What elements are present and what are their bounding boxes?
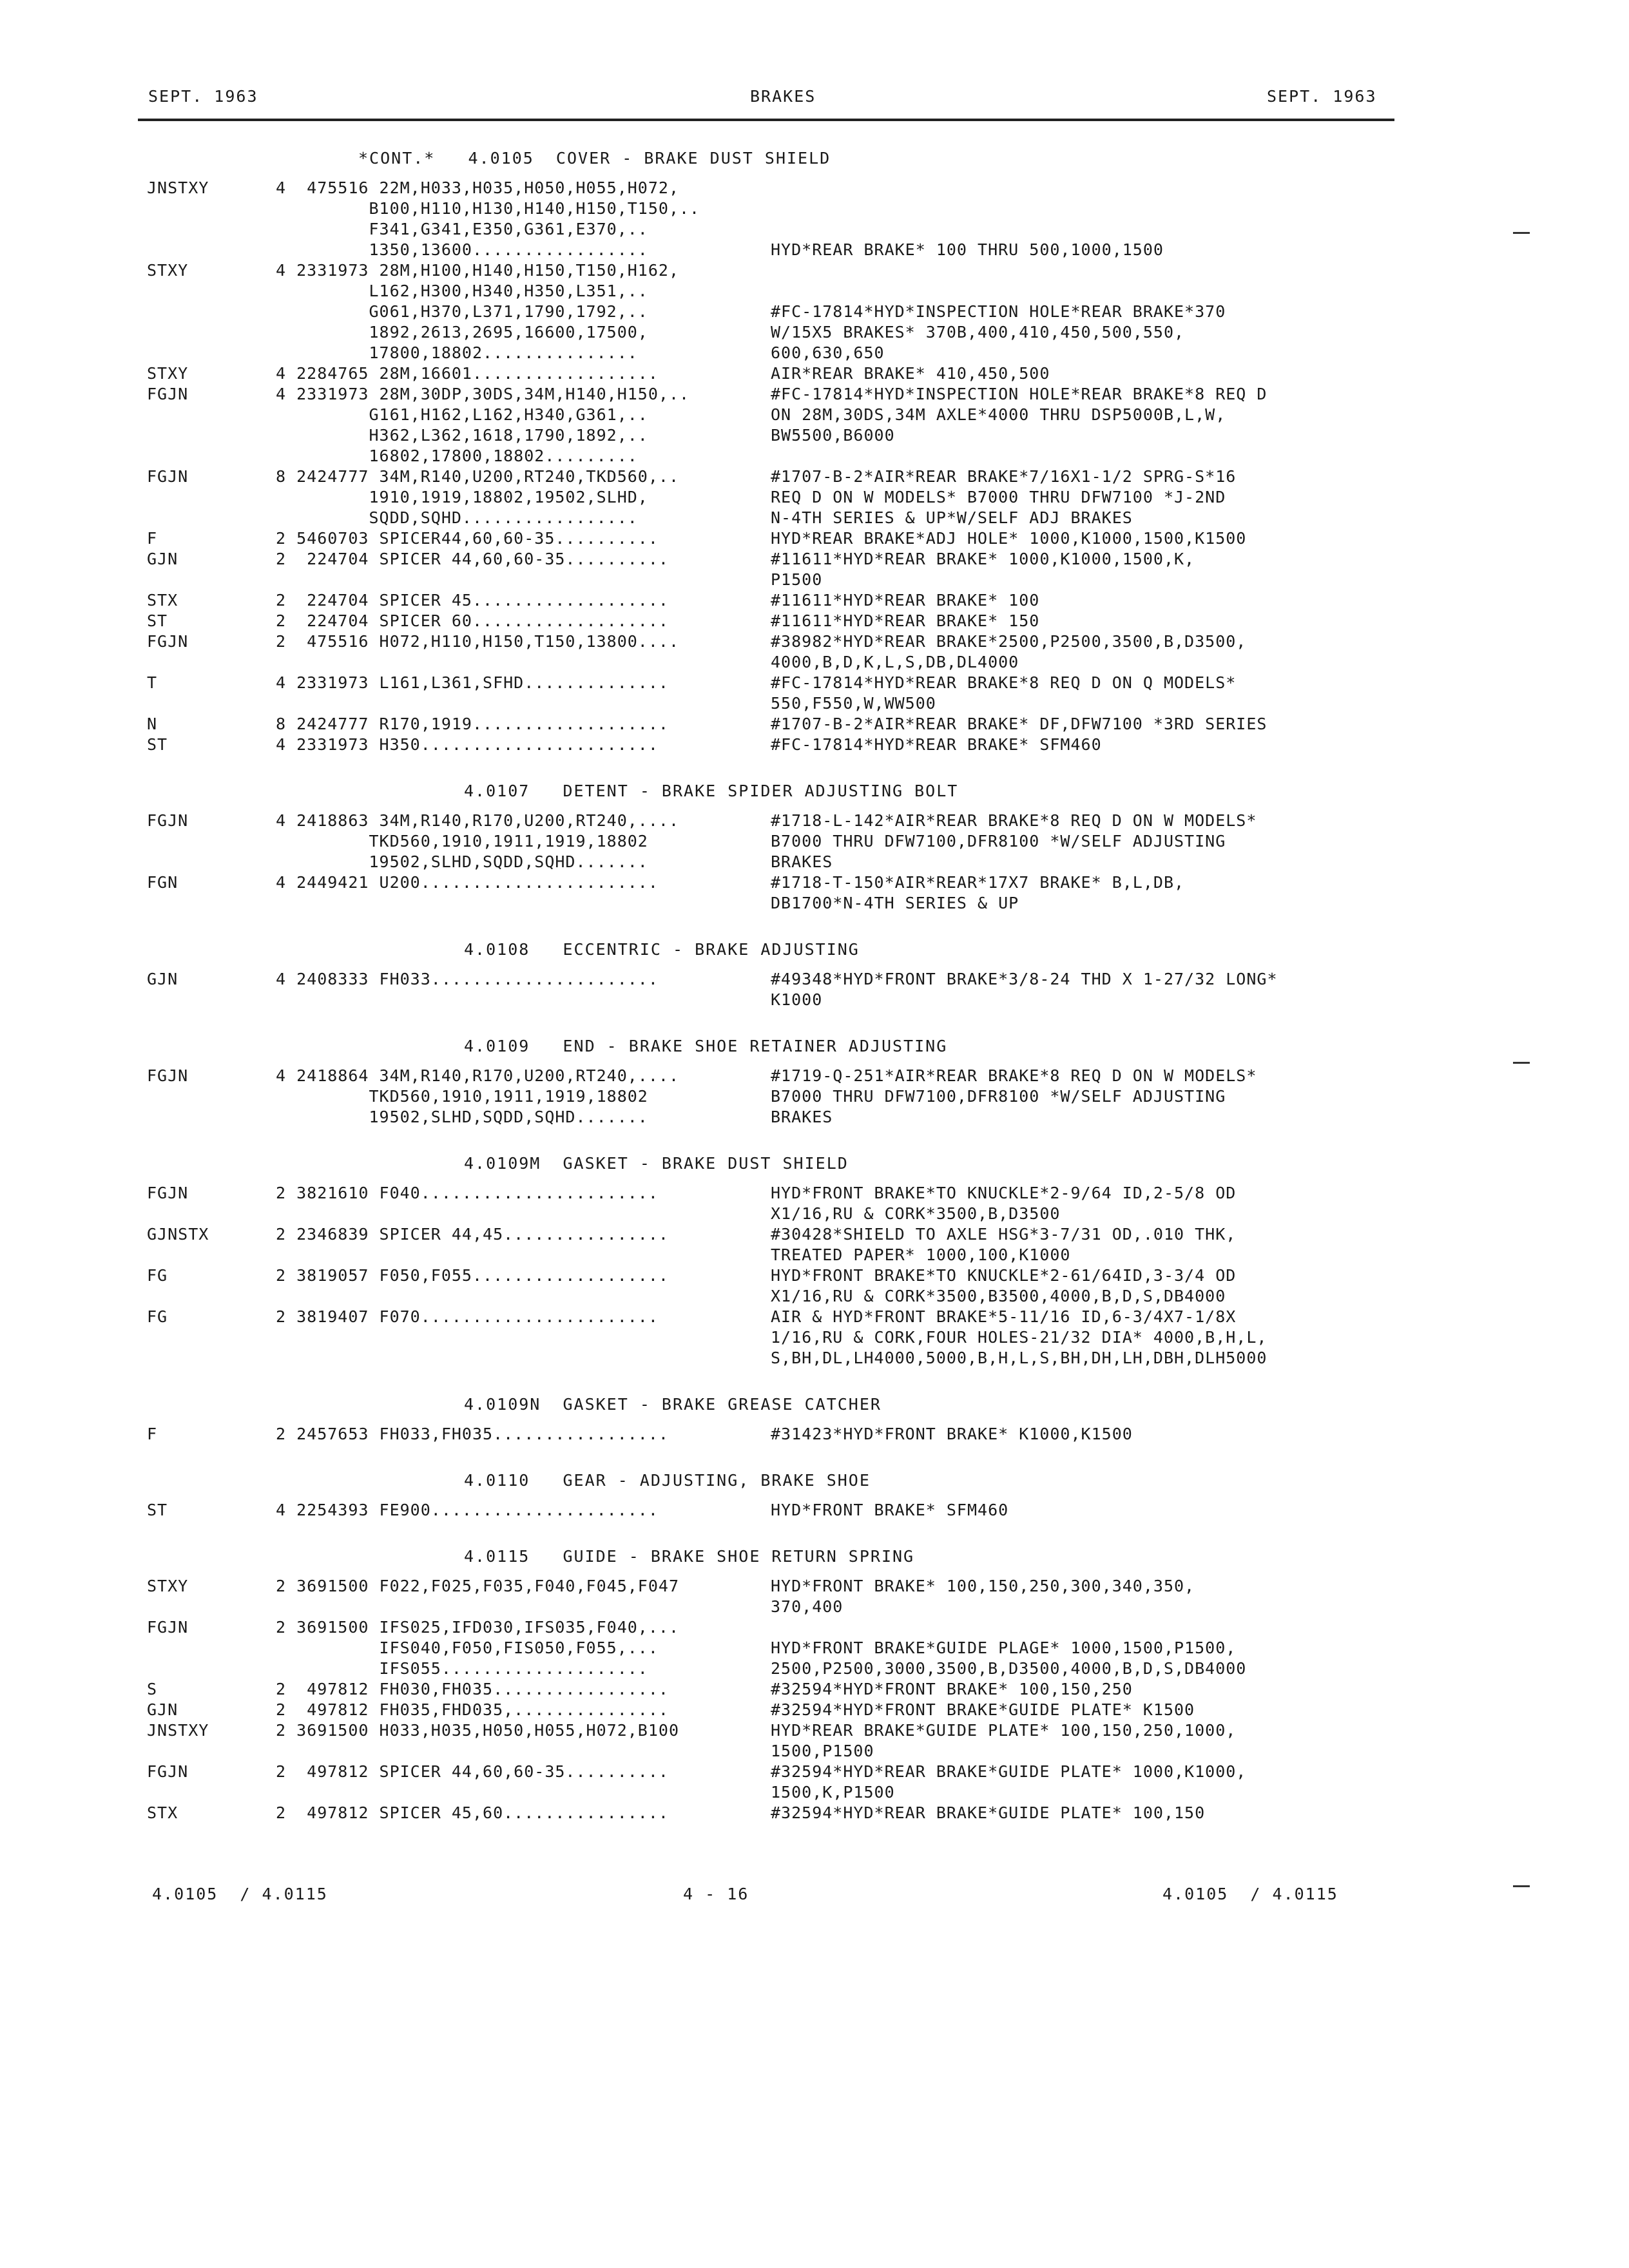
- section-heading: 4.0115 GUIDE - BRAKE SHOE RETURN SPRING: [464, 1547, 915, 1566]
- part-description: X1/16,RU & CORK*3500,B,D3500: [771, 1204, 1061, 1223]
- part-entry: 2 2346839 SPICER 44,45................: [276, 1225, 669, 1244]
- section-heading: 4.0109M GASKET - BRAKE DUST SHIELD: [464, 1154, 849, 1173]
- section-heading: 4.0108 ECCENTRIC - BRAKE ADJUSTING: [464, 940, 860, 959]
- part-entry: 2 3819057 F050,F055...................: [276, 1266, 669, 1285]
- part-description: DB1700*N-4TH SERIES & UP: [771, 894, 1019, 912]
- part-entry: L162,H300,H340,H350,L351,..: [276, 282, 648, 300]
- header-date-left: SEPT. 1963: [148, 87, 258, 106]
- part-description: X1/16,RU & CORK*3500,B3500,4000,B,D,S,DB4000: [771, 1287, 1226, 1305]
- part-entry: 2 3819407 F070.......................: [276, 1307, 659, 1326]
- part-entry: 19502,SLHD,SQDD,SQHD.......: [276, 1108, 648, 1126]
- part-description: HYD*FRONT BRAKE*GUIDE PLAGE* 1000,1500,P1500,: [771, 1639, 1237, 1657]
- part-entry: TKD560,1910,1911,1919,18802: [276, 832, 648, 850]
- part-description: HYD*FRONT BRAKE* SFM460: [771, 1501, 1009, 1519]
- model-code: ST: [147, 735, 168, 754]
- model-code: STX: [147, 591, 178, 610]
- part-description: #FC-17814*HYD*REAR BRAKE* SFM460: [771, 735, 1102, 754]
- part-description: B7000 THRU DFW7100,DFR8100 *W/SELF ADJUSTING: [771, 1087, 1226, 1106]
- part-entry: 2 3691500 F022,F025,F035,F040,F045,F047: [276, 1577, 679, 1595]
- part-description: HYD*FRONT BRAKE* 100,150,250,300,340,350,: [771, 1577, 1195, 1595]
- part-description: HYD*REAR BRAKE* 100 THRU 500,1000,1500: [771, 240, 1164, 259]
- model-code: JNSTXY: [147, 1721, 209, 1740]
- model-code: F: [147, 529, 158, 548]
- part-description: #11611*HYD*REAR BRAKE* 1000,K1000,1500,K,: [771, 550, 1195, 568]
- part-description: #FC-17814*HYD*REAR BRAKE*8 REQ D ON Q MODELS*: [771, 673, 1237, 692]
- part-description: #30428*SHIELD TO AXLE HSG*3-7/31 OD,.010 THK,: [771, 1225, 1237, 1244]
- part-entry: 4 2418864 34M,R140,R170,U200,RT240,....: [276, 1066, 679, 1085]
- model-code: FG: [147, 1307, 168, 1326]
- model-code: FGJN: [147, 1618, 189, 1637]
- part-description: TREATED PAPER* 1000,100,K1000: [771, 1245, 1071, 1264]
- part-entry: H362,L362,1618,1790,1892,..: [276, 426, 648, 445]
- part-description: AIR & HYD*FRONT BRAKE*5-11/16 ID,6-3/4X7-1/8X: [771, 1307, 1237, 1326]
- part-entry: 17800,18802...............: [276, 343, 638, 362]
- part-description: #1707-B-2*AIR*REAR BRAKE*7/16X1-1/2 SPRG-S*16: [771, 467, 1237, 486]
- part-description: #32594*HYD*REAR BRAKE*GUIDE PLATE* 100,150: [771, 1803, 1206, 1822]
- section-heading: 4.0107 DETENT - BRAKE SPIDER ADJUSTING BOLT: [464, 782, 959, 800]
- part-description: #11611*HYD*REAR BRAKE* 150: [771, 611, 1040, 630]
- part-entry: 4 2331973 L161,L361,SFHD..............: [276, 673, 669, 692]
- part-entry: 19502,SLHD,SQDD,SQHD.......: [276, 852, 648, 871]
- footer-page-number: 4 - 16: [683, 1885, 749, 1903]
- part-description: 1/16,RU & CORK,FOUR HOLES-21/32 DIA* 4000,B,H,L,: [771, 1328, 1268, 1347]
- part-entry: 8 2424777 34M,R140,U200,RT240,TKD560,..: [276, 467, 679, 486]
- part-entry: IFS055....................: [276, 1659, 648, 1678]
- model-code: FGJN: [147, 1184, 189, 1202]
- part-entry: 4 2449421 U200.......................: [276, 873, 659, 892]
- part-description: #FC-17814*HYD*INSPECTION HOLE*REAR BRAKE*8 REQ D: [771, 385, 1268, 403]
- part-entry: 2 3821610 F040.......................: [276, 1184, 659, 1202]
- part-description: #32594*HYD*REAR BRAKE*GUIDE PLATE* 1000,K1000,: [771, 1762, 1247, 1781]
- part-entry: 4 2331973 H350.......................: [276, 735, 659, 754]
- part-description: BRAKES: [771, 852, 833, 871]
- part-entry: TKD560,1910,1911,1919,18802: [276, 1087, 648, 1106]
- model-code: GJN: [147, 970, 178, 988]
- part-description: AIR*REAR BRAKE* 410,450,500: [771, 364, 1050, 383]
- part-entry: IFS040,F050,FIS050,F055,...: [276, 1639, 659, 1657]
- model-code: JNSTXY: [147, 178, 209, 197]
- header-title: BRAKES: [750, 87, 816, 106]
- model-code: STXY: [147, 364, 189, 383]
- part-description: #1718-L-142*AIR*REAR BRAKE*8 REQ D ON W MODELS*: [771, 811, 1257, 830]
- model-code: F: [147, 1425, 158, 1443]
- part-description: #1719-Q-251*AIR*REAR BRAKE*8 REQ D ON W MODELS*: [771, 1066, 1257, 1085]
- model-code: STXY: [147, 261, 189, 280]
- margin-mark: [1513, 1062, 1530, 1064]
- part-entry: 1892,2613,2695,16600,17500,: [276, 323, 648, 341]
- part-entry: 4 2284765 28M,16601..................: [276, 364, 659, 383]
- model-code: T: [147, 673, 158, 692]
- part-entry: 2 224704 SPICER 45...................: [276, 591, 669, 610]
- model-code: FGJN: [147, 1762, 189, 1781]
- part-description: 550,F550,W,WW500: [771, 694, 936, 713]
- part-description: HYD*FRONT BRAKE*TO KNUCKLE*2-9/64 ID,2-5/8 OD: [771, 1184, 1237, 1202]
- model-code: STX: [147, 1803, 178, 1822]
- part-entry: 2 3691500 IFS025,IFD030,IFS035,F040,...: [276, 1618, 679, 1637]
- model-code: S: [147, 1680, 158, 1698]
- part-description: #1718-T-150*AIR*REAR*17X7 BRAKE* B,L,DB,: [771, 873, 1185, 892]
- part-entry: G061,H370,L371,1790,1792,..: [276, 302, 648, 321]
- part-description: HYD*FRONT BRAKE*TO KNUCKLE*2-61/64ID,3-3/4 OD: [771, 1266, 1237, 1285]
- part-entry: 4 2331973 28M,H100,H140,H150,T150,H162,: [276, 261, 679, 280]
- model-code: FGJN: [147, 467, 189, 486]
- part-entry: 4 2254393 FE900......................: [276, 1501, 659, 1519]
- part-entry: 4 2331973 28M,30DP,30DS,34M,H140,H150,..: [276, 385, 690, 403]
- part-entry: SQDD,SQHD.................: [276, 508, 638, 527]
- section-heading: 4.0110 GEAR - ADJUSTING, BRAKE SHOE: [464, 1471, 871, 1490]
- model-code: GJNSTX: [147, 1225, 209, 1244]
- part-entry: F341,G341,E350,G361,E370,..: [276, 220, 648, 238]
- model-code: ST: [147, 611, 168, 630]
- part-description: BRAKES: [771, 1108, 833, 1126]
- part-entry: 4 2408333 FH033......................: [276, 970, 659, 988]
- header-date-right: SEPT. 1963: [1267, 87, 1377, 106]
- part-description: #38982*HYD*REAR BRAKE*2500,P2500,3500,B,D3500,: [771, 632, 1247, 651]
- part-description: HYD*REAR BRAKE*ADJ HOLE* 1000,K1000,1500,K1500: [771, 529, 1247, 548]
- part-description: 370,400: [771, 1597, 843, 1616]
- part-description: REQ D ON W MODELS* B7000 THRU DFW7100 *J-2ND: [771, 488, 1226, 506]
- part-description: #FC-17814*HYD*INSPECTION HOLE*REAR BRAKE*370: [771, 302, 1226, 321]
- part-description: BW5500,B6000: [771, 426, 895, 445]
- model-code: FGN: [147, 873, 178, 892]
- section-heading: 4.0109 END - BRAKE SHOE RETAINER ADJUSTING: [464, 1037, 948, 1055]
- model-code: STXY: [147, 1577, 189, 1595]
- part-entry: 2 497812 FH030,FH035.................: [276, 1680, 669, 1698]
- part-entry: 2 3691500 H033,H035,H050,H055,H072,B100: [276, 1721, 679, 1740]
- part-entry: 2 5460703 SPICER44,60,60-35..........: [276, 529, 659, 548]
- margin-mark: [1513, 232, 1530, 234]
- part-entry: 1910,1919,18802,19502,SLHD,: [276, 488, 648, 506]
- part-entry: 4 2418863 34M,R140,R170,U200,RT240,....: [276, 811, 679, 830]
- part-description: 1500,K,P1500: [771, 1783, 895, 1802]
- part-entry: 1350,13600.................: [276, 240, 648, 259]
- part-description: ON 28M,30DS,34M AXLE*4000 THRU DSP5000B,L,W,: [771, 405, 1226, 424]
- part-description: #32594*HYD*FRONT BRAKE*GUIDE PLATE* K1500: [771, 1700, 1195, 1719]
- part-entry: B100,H110,H130,H140,H150,T150,..: [276, 199, 700, 218]
- part-description: #32594*HYD*FRONT BRAKE* 100,150,250: [771, 1680, 1133, 1698]
- model-code: FGJN: [147, 632, 189, 651]
- header-rule: [138, 119, 1394, 121]
- part-description: #1707-B-2*AIR*REAR BRAKE* DF,DFW7100 *3RD SERIES: [771, 715, 1268, 733]
- section-heading: *CONT.* 4.0105 COVER - BRAKE DUST SHIELD: [358, 149, 831, 168]
- footer-range-right: 4.0105 / 4.0115: [1162, 1885, 1338, 1903]
- part-description: N-4TH SERIES & UP*W/SELF ADJ BRAKES: [771, 508, 1133, 527]
- part-entry: 2 224704 SPICER 44,60,60-35..........: [276, 550, 669, 568]
- part-description: W/15X5 BRAKES* 370B,400,410,450,500,550,: [771, 323, 1185, 341]
- part-description: 4000,B,D,K,L,S,DB,DL4000: [771, 653, 1019, 671]
- part-entry: G161,H162,L162,H340,G361,..: [276, 405, 648, 424]
- model-code: FGJN: [147, 385, 189, 403]
- part-description: #49348*HYD*FRONT BRAKE*3/8-24 THD X 1-27/32 LONG*: [771, 970, 1278, 988]
- section-heading: 4.0109N GASKET - BRAKE GREASE CATCHER: [464, 1395, 882, 1414]
- part-description: P1500: [771, 570, 823, 589]
- part-entry: 2 475516 H072,H110,H150,T150,13800....: [276, 632, 679, 651]
- part-entry: 2 497812 FH035,FHD035,...............: [276, 1700, 669, 1719]
- part-entry: 2 497812 SPICER 45,60................: [276, 1803, 669, 1822]
- part-description: 2500,P2500,3000,3500,B,D3500,4000,B,D,S,DB4000: [771, 1659, 1247, 1678]
- margin-mark: [1513, 1885, 1530, 1887]
- model-code: GJN: [147, 1700, 178, 1719]
- model-code: N: [147, 715, 158, 733]
- part-description: 1500,P1500: [771, 1742, 874, 1760]
- part-description: B7000 THRU DFW7100,DFR8100 *W/SELF ADJUSTING: [771, 832, 1226, 850]
- model-code: FGJN: [147, 811, 189, 830]
- model-code: FGJN: [147, 1066, 189, 1085]
- model-code: FG: [147, 1266, 168, 1285]
- part-entry: 8 2424777 R170,1919...................: [276, 715, 669, 733]
- part-description: K1000: [771, 990, 823, 1009]
- part-entry: 4 475516 22M,H033,H035,H050,H055,H072,: [276, 178, 679, 197]
- part-entry: 2 497812 SPICER 44,60,60-35..........: [276, 1762, 669, 1781]
- part-entry: 2 224704 SPICER 60...................: [276, 611, 669, 630]
- part-description: HYD*REAR BRAKE*GUIDE PLATE* 100,150,250,1000,: [771, 1721, 1237, 1740]
- footer-range-left: 4.0105 / 4.0115: [152, 1885, 328, 1903]
- model-code: ST: [147, 1501, 168, 1519]
- part-description: S,BH,DL,LH4000,5000,B,H,L,S,BH,DH,LH,DBH,DLH5000: [771, 1349, 1268, 1367]
- part-description: 600,630,650: [771, 343, 885, 362]
- part-entry: 2 2457653 FH033,FH035.................: [276, 1425, 669, 1443]
- part-description: #11611*HYD*REAR BRAKE* 100: [771, 591, 1040, 610]
- part-description: #31423*HYD*FRONT BRAKE* K1000,K1500: [771, 1425, 1133, 1443]
- model-code: GJN: [147, 550, 178, 568]
- part-entry: 16802,17800,18802.........: [276, 447, 638, 465]
